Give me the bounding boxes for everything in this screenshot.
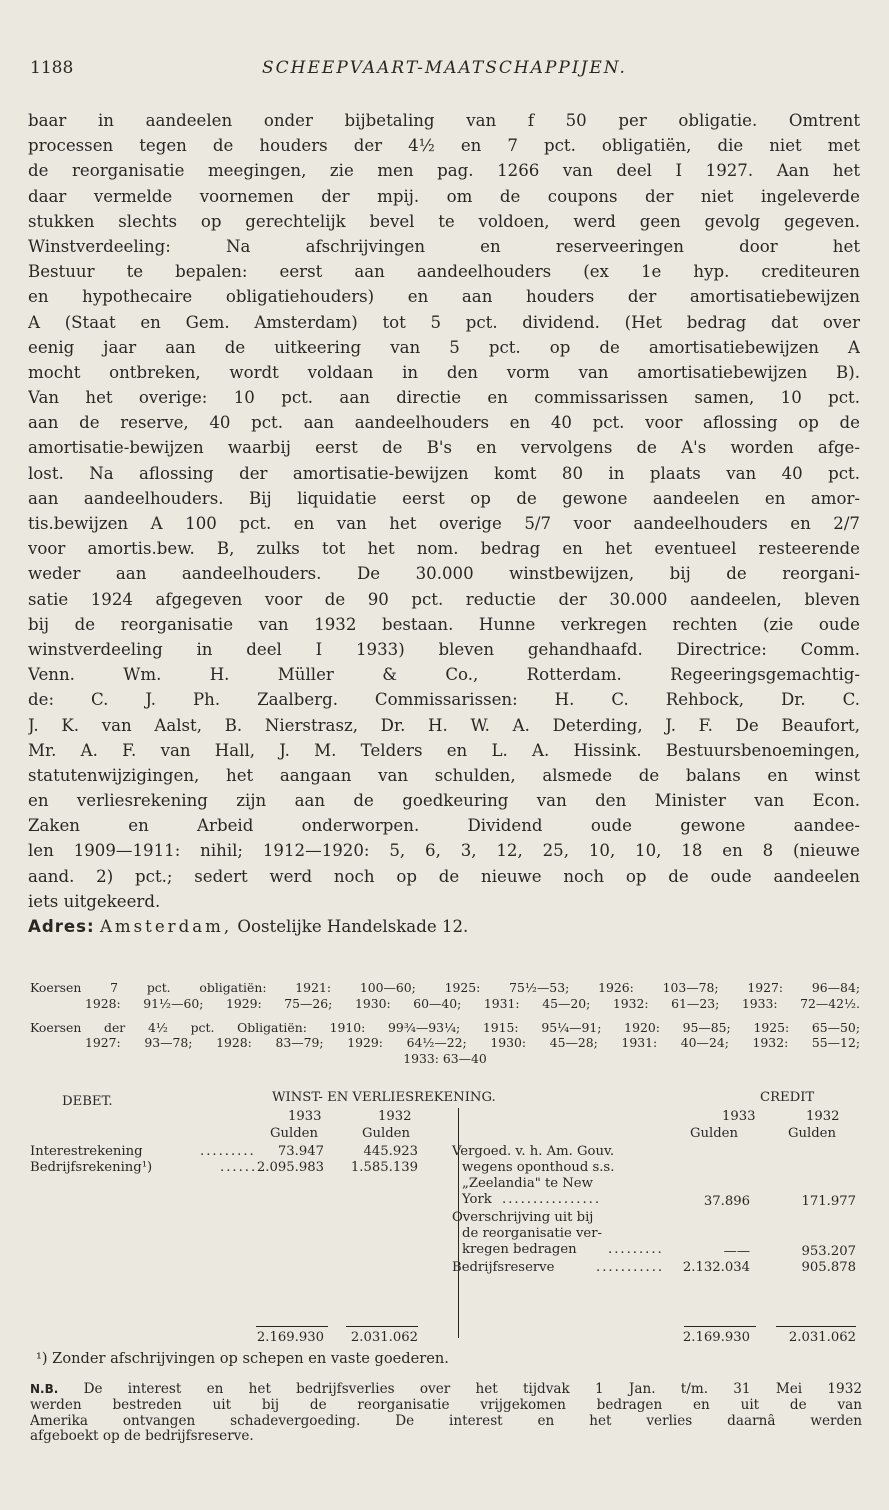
company-description xyxy=(28,108,860,939)
credit-row-1932: 171.977 xyxy=(801,1194,856,1209)
credit-year-1932: 1932 xyxy=(806,1109,840,1124)
debit-total-1933: 2.169.930 xyxy=(256,1330,324,1345)
credit-row-label: kregen bedragen xyxy=(462,1242,577,1257)
text-line: Bestuur te bepalen: eerst aan aandeelhouders (ex 1e hyp. crediteuren xyxy=(28,262,860,282)
debit-heading: DEBET. xyxy=(62,1094,113,1109)
text-line: baar in aandeelen onder bijbetaling van f 50 per obligatie. Omtrent xyxy=(28,111,860,130)
credit-row-1933: 37.896 xyxy=(703,1194,750,1209)
debit-row-1933: 73.947 xyxy=(277,1144,324,1159)
credit-row-label: Bedrijfsreserve xyxy=(452,1260,555,1275)
debit-unit-1933: Gulden xyxy=(270,1126,318,1141)
page-number: 1188 xyxy=(30,58,74,78)
text-line: winstverdeeling in deel I 1933) bleven gehandhaafd. Directrice: Comm. xyxy=(28,639,860,659)
address-city: Amsterdam, xyxy=(99,917,233,936)
price-line: 1933: 63—40 xyxy=(403,1051,487,1067)
price-line: Koersen 7 pct. obligatiën: 1921: 100—60; 1925: 75½—53; 1926: 103—78; 1927: 96—84; xyxy=(30,980,860,995)
credit-unit-1932: Gulden xyxy=(788,1126,836,1141)
credit-row-1932: 953.207 xyxy=(801,1244,856,1259)
debit-row-1933: 2.095.983 xyxy=(256,1160,324,1175)
text-line: en hypothecaire obligatiehouders) en aan houders der amortisatiebewijzen xyxy=(28,287,860,307)
price-line: 1928: 91½—60; 1929: 75—26; 1930: 60—40; 1931: 45—20; 1932: 61—23; 1933: 72—42½. xyxy=(85,995,860,1011)
text-line: statutenwijzigingen, het aangaan van schulden, alsmede de balans en winst xyxy=(28,765,860,785)
text-line: satie 1924 afgegeven voor de 90 pct. reductie der 30.000 aandeelen, bleven xyxy=(28,589,860,609)
text-line: Venn. Wm. H. Müller & Co., Rotterdam. Regeeringsgemachtig- xyxy=(28,665,860,685)
nb-line-text: De interest en het bedrijfsverlies over het tijdvak 1 Jan. t/m. 31 Mei 1932 xyxy=(83,1382,862,1397)
credit-row-1932: 905.878 xyxy=(801,1260,856,1275)
text-line: aand. 2) pct.; sedert werd noch op de nieuwe noch op de oude aandeelen xyxy=(28,866,860,886)
text-line: weder aan aandeelhouders. De 30.000 winstbewijzen, bij de reorgani- xyxy=(28,564,860,584)
credit-row-label: de reorganisatie ver- xyxy=(462,1226,602,1241)
share-prices xyxy=(30,980,860,1067)
nb-line: afgeboekt op de bedrijfsreserve. xyxy=(30,1429,254,1445)
text-line: lost. Na aflossing der amortisatie-bewijzen komt 80 in plaats van 40 pct. xyxy=(28,463,860,483)
text-line: tis.bewijzen A 100 pct. en van het overige 5/7 voor aandeelhouders en 2/7 xyxy=(28,514,860,533)
credit-row-label: wegens oponthoud s.s. xyxy=(462,1160,615,1175)
text-line: Zaken en Arbeid onderworpen. Dividend oude gewone aandee- xyxy=(28,816,860,836)
text-line: daar vermelde voornemen der mpij. om de coupons der niet ingeleverde xyxy=(28,186,860,206)
sum-line xyxy=(776,1326,856,1327)
credit-row-label: Overschrijving uit bij xyxy=(452,1210,594,1225)
address-line xyxy=(28,914,860,939)
nb-label: N.B. xyxy=(30,1382,59,1396)
text-line: iets uitgekeerd. xyxy=(28,891,161,911)
sum-line xyxy=(346,1326,418,1327)
account-title: WINST- EN VERLIESREKENING. xyxy=(272,1090,496,1105)
credit-row-label: York xyxy=(462,1192,492,1207)
nb-line: werden bestreden uit bij de reorganisatie vrijgekomen bedragen en uit de van xyxy=(30,1397,862,1413)
running-title: SCHEEPVAART-MAATSCHAPPIJEN. xyxy=(262,58,627,78)
address-street: Oostelijke Handelskade 12. xyxy=(237,917,469,936)
text-line: stukken slechts op gerechtelijk bevel te voldoen, werd geen gevolg gegeven. xyxy=(28,211,860,231)
profit-loss-account: DEBET. WINST- EN VERLIESREKENING. CREDIT 1933 1932 1933 1932 Gulden Gulden Gulden Gulden Interestrekening ......... 73.947 445.923 Bedrijfsrekening¹) ...... 2.095.983 1.585.139 Vergoed. v. h. Am. Gouv. wegens oponthoud s.s. „Zeelandia" te New York ................ 37.896 171.977 Overschrijving uit bij de reorganisatie ver- kregen bedragen ......... —— 953.207 Bedrijfsreserve ........... 2.132.034 905.878 2.169.930 2.031.062 2.169.930 2.031.062 xyxy=(30,1090,856,1345)
sum-line xyxy=(256,1326,328,1327)
credit-row-1933: 2.132.034 xyxy=(682,1260,750,1275)
text-line: Winstverdeeling: Na afschrijvingen en reserveeringen door het xyxy=(28,236,860,256)
sum-line xyxy=(684,1326,756,1327)
credit-row-label: Vergoed. v. h. Am. Gouv. xyxy=(452,1144,615,1159)
text-line: aan aandeelhouders. Bij liquidatie eerst op de gewone aandeelen en amor- xyxy=(28,488,860,508)
price-line: Koersen der 4½ pct. Obligatiën: 1910: 99¾—93¼; 1915: 95¼—91; 1920: 95—85; 1925: 65—50; xyxy=(30,1019,860,1035)
credit-row-label: „Zeelandia" te New xyxy=(462,1176,593,1191)
text-line: en verliesrekening zijn aan de goedkeuring van den Minister van Econ. xyxy=(28,791,860,811)
nb-line xyxy=(30,1382,862,1398)
debit-year-1933: 1933 xyxy=(288,1109,322,1124)
debit-row-label: Bedrijfsrekening¹) xyxy=(30,1160,153,1175)
text-line: de: C. J. Ph. Zaalberg. Commissarissen: H. C. Rehbock, Dr. C. xyxy=(28,690,860,710)
text-line: eenig jaar aan de uitkeering van 5 pct. op de amortisatiebewijzen A xyxy=(28,337,860,357)
price-line: 1927: 93—78; 1928: 83—79; 1929: 64½—22; 1930: 45—28; 1931: 40—24; 1932: 55—12; xyxy=(85,1035,860,1051)
text-line: J. K. van Aalst, B. Nierstrasz, Dr. H. W. A. Deterding, J. F. De Beaufort, xyxy=(28,715,860,735)
text-line: de reorganisatie meegingen, zie men pag. 1266 van deel I 1927. Aan het xyxy=(28,161,860,181)
text-line: mocht ontbreken, wordt voldaan in den vorm van amortisatiebewijzen B). xyxy=(28,362,860,382)
text-line: bij de reorganisatie van 1932 bestaan. Hunne verkregen rechten (zie oude xyxy=(28,614,860,634)
footnote: ¹) Zonder afschrijvingen op schepen en vaste goederen. xyxy=(36,1350,449,1367)
debit-row-1932: 1.585.139 xyxy=(350,1160,418,1175)
text-line: aan de reserve, 40 pct. aan aandeelhouders en 40 pct. voor aflossing op de xyxy=(28,413,860,433)
debit-total-1932: 2.031.062 xyxy=(350,1330,418,1345)
credit-heading: CREDIT xyxy=(760,1090,815,1105)
nota-bene xyxy=(30,1382,862,1445)
text-line: A (Staat en Gem. Amsterdam) tot 5 pct. dividend. (Het bedrag dat over xyxy=(28,312,860,332)
debit-year-1932: 1932 xyxy=(378,1109,412,1124)
nb-line: Amerika ontvangen schadevergoeding. De interest en het verlies daarnâ werden xyxy=(30,1413,862,1429)
credit-row-1933: —— xyxy=(723,1244,750,1259)
credit-total-1933: 2.169.930 xyxy=(682,1330,750,1345)
debit-row-1932: 445.923 xyxy=(363,1144,418,1159)
debit-row-label: Interestrekening xyxy=(30,1144,143,1159)
page-header xyxy=(30,58,859,84)
text-line: Van het overige: 10 pct. aan directie en commissarissen samen, 10 pct. xyxy=(28,388,860,408)
address-label: Adres: xyxy=(28,917,95,936)
text-line: len 1909—1911: nihil; 1912—1920: 5, 6, 3, 12, 25, 10, 10, 18 en 8 (nieuwe xyxy=(28,841,860,861)
credit-total-1932: 2.031.062 xyxy=(788,1330,856,1345)
text-line: processen tegen de houders der 4½ en 7 pct. obligatiën, die niet met xyxy=(28,136,860,156)
text-line: voor amortis.bew. B, zulks tot het nom. bedrag en het eventueel resteerende xyxy=(28,539,860,559)
credit-unit-1933: Gulden xyxy=(690,1126,738,1141)
debit-unit-1932: Gulden xyxy=(362,1126,410,1141)
text-line: amortisatie-bewijzen waarbij eerst de B's en vervolgens de A's worden afge- xyxy=(28,438,860,458)
text-line: Mr. A. F. van Hall, J. M. Telders en L. A. Hissink. Bestuursbenoemingen, xyxy=(28,740,860,760)
credit-year-1933: 1933 xyxy=(722,1109,756,1124)
